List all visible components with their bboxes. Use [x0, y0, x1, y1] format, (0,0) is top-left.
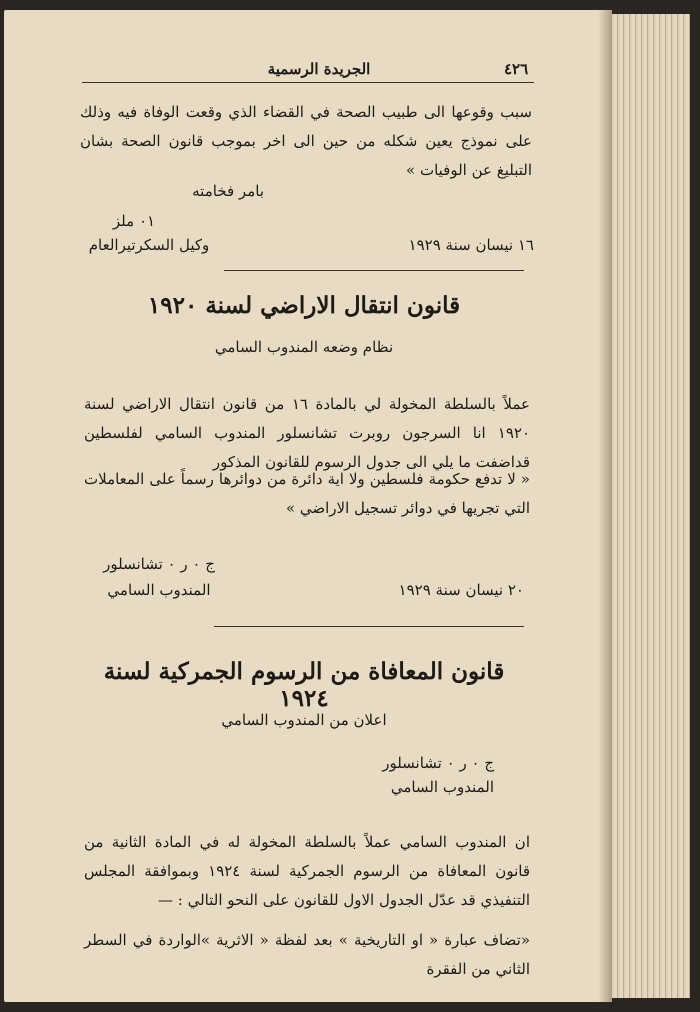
section3-quote: «تضاف عبارة « او التاريخية » بعد لفظة « الاثرية »الواردة في السطر الثاني من الفقرة: [84, 931, 530, 978]
section1-signatory-name: ٠١ ملز: [112, 212, 156, 230]
section1-signatory-title: وكيل السكرتيرالعام: [88, 236, 210, 254]
running-header-title: الجريدة الرسمية: [267, 60, 371, 78]
section-divider-2: [214, 626, 524, 627]
section-divider-1: [224, 270, 524, 271]
section2-subtitle: نظام وضعه المندوب السامي: [214, 338, 394, 356]
section2-paragraph: عملاً بالسلطة المخولة لي بالمادة ١٦ من قانون انتقال الاراضي لسنة ١٩٢٠ انا السرجون روبرت تشانسلور المندوب السامي لفلسطين قداضفت ما يلي الى جدول الرسوم للقانون المذكور: [84, 395, 530, 471]
section1-paragraph: سبب وقوعها الى طبيب الصحة في القضاء الذي وقعت الوفاة فيه وذلك على نموذج يعين شكله من حين الى اخر بموجب قانون الصحة بشان التبليغ عن الوفيات »: [80, 103, 532, 179]
section2-date: ٢٠ نيسان سنة ١٩٢٩: [398, 581, 524, 599]
section3-signatory-title: المندوب السامي: [390, 778, 494, 796]
page-gutter-shadow: [598, 10, 612, 1002]
section3-signatory-name: ج ٠ ر ٠ تشانسلور: [382, 754, 494, 772]
header-rule: [82, 82, 534, 83]
section3-title: قانون المعافاة من الرسوم الجمركية لسنة ١٩٢٤: [103, 658, 505, 712]
section3-paragraph: ان المندوب السامي عملاً بالسلطة المخولة له في المادة الثانية من قانون المعافاة من الرسوم الجمركية لسنة ١٩٢٤ وبموافقة المجلس التنفيذي قد عدّل الجدول الاول للقانون على النحو التالي : —: [84, 833, 530, 909]
page-stack-edges: [608, 14, 690, 998]
section1-date: ١٦ نيسان سنة ١٩٢٩: [408, 236, 534, 254]
section2-title: قانون انتقال الاراضي لسنة ١٩٢٠: [147, 292, 461, 319]
document-page: [4, 10, 612, 1002]
section1-order-label: بامر فخامته: [192, 182, 264, 200]
section2-signatory-name: ج ٠ ر ٠ تشانسلور: [103, 555, 215, 573]
section2-quote: « لا تدفع حكومة فلسطين ولا اية دائرة من دوائرها رسماً على المعاملات التي تجريها في دوائر تسجيل الاراضي »: [84, 470, 530, 517]
page-number: ٤٢٦: [504, 60, 529, 78]
section2-signatory-title: المندوب السامي: [107, 581, 211, 599]
section3-subtitle: اعلان من المندوب السامي: [221, 711, 387, 729]
